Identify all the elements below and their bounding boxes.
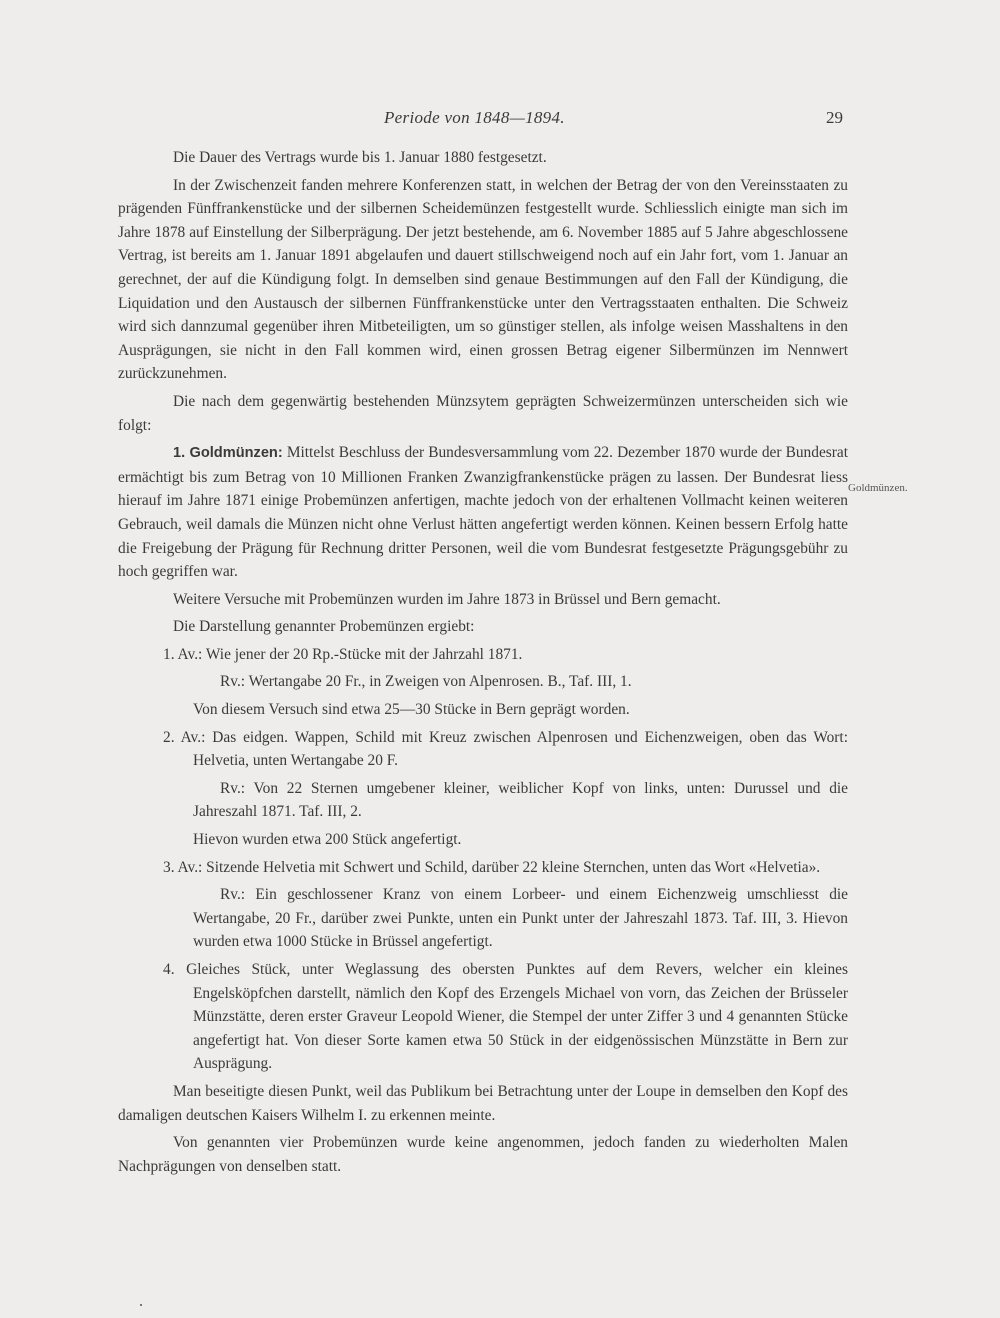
paragraph-2: In der Zwischenzeit fanden mehrere Konferenzen statt, in welchen der Betrag der von den Vereinsstaaten zu prägenden Fünffrankenstücke und der silbernen Scheidemünzen festgestellt wurde. Schliesslich einigte man sich im Jahre 1878 auf Einstellung der Silberprägung. Der jetzt bestehende, am 6. November 1885 auf 5 Jahre abgeschlossene Vertrag, ist bereits am 1. Januar 1891 abgelaufen und dauert stillschweigend noch auf ein Jahr fort, vom 1. Januar an gerechnet, der auf die Kündigung folgt. In demselben sind genaue Bestimmungen auf den Fall der Kündigung, die Liquidation und den Austausch der silbernen Fünffrankenstücke unter den Vertragsstaaten enthalten. Die Schweiz wird sich dannzumal gegenüber ihren Mitbeteiligten, um so günstiger stellen, als infolge weisen Masshaltens in den Ausprägungen, sie nicht in den Fall kommen wird, einen grossen Betrag eigener Silbermünzen im Nennwert zurückzunehmen.	[118, 176, 848, 383]
running-head	[0, 108, 1000, 134]
list-item-1-av: 1. Av.: Wie jener der 20 Rp.-Stücke mit der Jahrzahl 1871.	[163, 645, 523, 663]
list-item-4: 4. Gleiches Stück, unter Weglassung des obersten Punktes auf dem Revers, welcher ein kleines Engelsköpfchen darstellt, nämlich den Kopf des Erzengels Michael von vorn, das Zeichen der Brüsseler Münzstätte, deren erster Graveur Leopold Wiener, die Stempel der unter Ziffer 3 und 4 genannten Stücke angefertigt hat. Von dieser Sorte kamen etwa 50 Stück in der eidgenössischen Münzstätte in Bern zur Ausprägung.	[163, 961, 848, 1073]
section-lead: 1. Goldmünzen:	[173, 445, 283, 462]
page-number: 29	[826, 108, 843, 127]
list-item-2-note: Hievon wurden etwa 200 Stück angefertigt.	[193, 831, 462, 849]
paragraph-3: Die nach dem gegenwärtig bestehenden Münzsytem geprägten Schweizermünzen unterscheiden sich wie folgt:	[118, 392, 848, 434]
list-item-1-rv: Rv.: Wertangabe 20 Fr., in Zweigen von Alpenrosen. B., Taf. III, 1.	[220, 673, 632, 691]
body-text	[118, 146, 848, 1182]
list-item-3-av: 3. Av.: Sitzende Helvetia mit Schwert und Schild, darüber 22 kleine Sternchen, unten das Wort «Helvetia».	[163, 858, 821, 876]
paragraph-1: Die Dauer des Vertrags wurde bis 1. Januar 1880 festgesetzt.	[173, 149, 547, 166]
list-item-2-rv: Rv.: Von 22 Sternen umgebener kleiner, weiblicher Kopf von links, unten: Durussel und die Jahreszahl 1871. Taf. III, 2.	[193, 779, 848, 821]
margin-note: Goldmünzen.	[848, 482, 908, 494]
section-lead-text: Mittelst Beschluss der Bundesversammlung vom 22. Dezember 1870 wurde der Bundesrat ermächtigt bis zum Betrag von 10 Millionen Franken Zwanzigfrankenstücke prägen zu lassen. Der Bundesrat liess hierauf im Jahre 1871 einige Probemünzen anfertigen, machte jedoch von der erhaltenen Vollmacht keinen weiteren Gebrauch, weil damals die Münzen nicht ohne Verlust hätten angefertigt werden können. Keinen bessern Erfolg hatte die Freigebung der Prägung für Rechnung dritter Personen, weil die vom Bundesrat festgesetzte Prägungsgebühr zu hoch gegriffen war.	[118, 444, 848, 581]
running-title: Periode von 1848—1894.	[384, 108, 565, 127]
paragraph-6: Die Darstellung genannter Probemünzen ergiebt:	[173, 618, 475, 636]
paragraph-8: Von genannten vier Probemünzen wurde keine angenommen, jedoch fanden zu wiederholten Malen Nachprägungen von denselben statt.	[118, 1134, 848, 1175]
paragraph-goldmuenzen	[118, 441, 848, 584]
paper-speck	[140, 1304, 142, 1306]
paragraph-7: Man beseitigte diesen Punkt, weil das Publikum bei Betrachtung unter der Loupe in demselben den Kopf des damaligen deutschen Kaisers Wilhelm I. zu erkennen meinte.	[118, 1082, 848, 1124]
list-item-1-note: Von diesem Versuch sind etwa 25—30 Stücke in Bern geprägt worden.	[193, 701, 630, 719]
list-item-3-rv: Rv.: Ein geschlossener Kranz von einem Lorbeer- und einem Eichenzweig umschliesst die Wertangabe, 20 Fr., darüber zwei Punkte, unten ein Punkt unter der Jahreszahl 1873. Taf. III, 3. Hievon wurden etwa 1000 Stücke in Brüssel angefertigt.	[193, 886, 848, 951]
list-item-2-av: 2. Av.: Das eidgen. Wappen, Schild mit Kreuz zwischen Alpenrosen und Eichenzweigen, oben das Wort: Helvetia, unten Wertangabe 20 F.	[163, 728, 848, 770]
paragraph-5: Weitere Versuche mit Probemünzen wurden im Jahre 1873 in Brüssel und Bern gemacht.	[173, 590, 721, 608]
